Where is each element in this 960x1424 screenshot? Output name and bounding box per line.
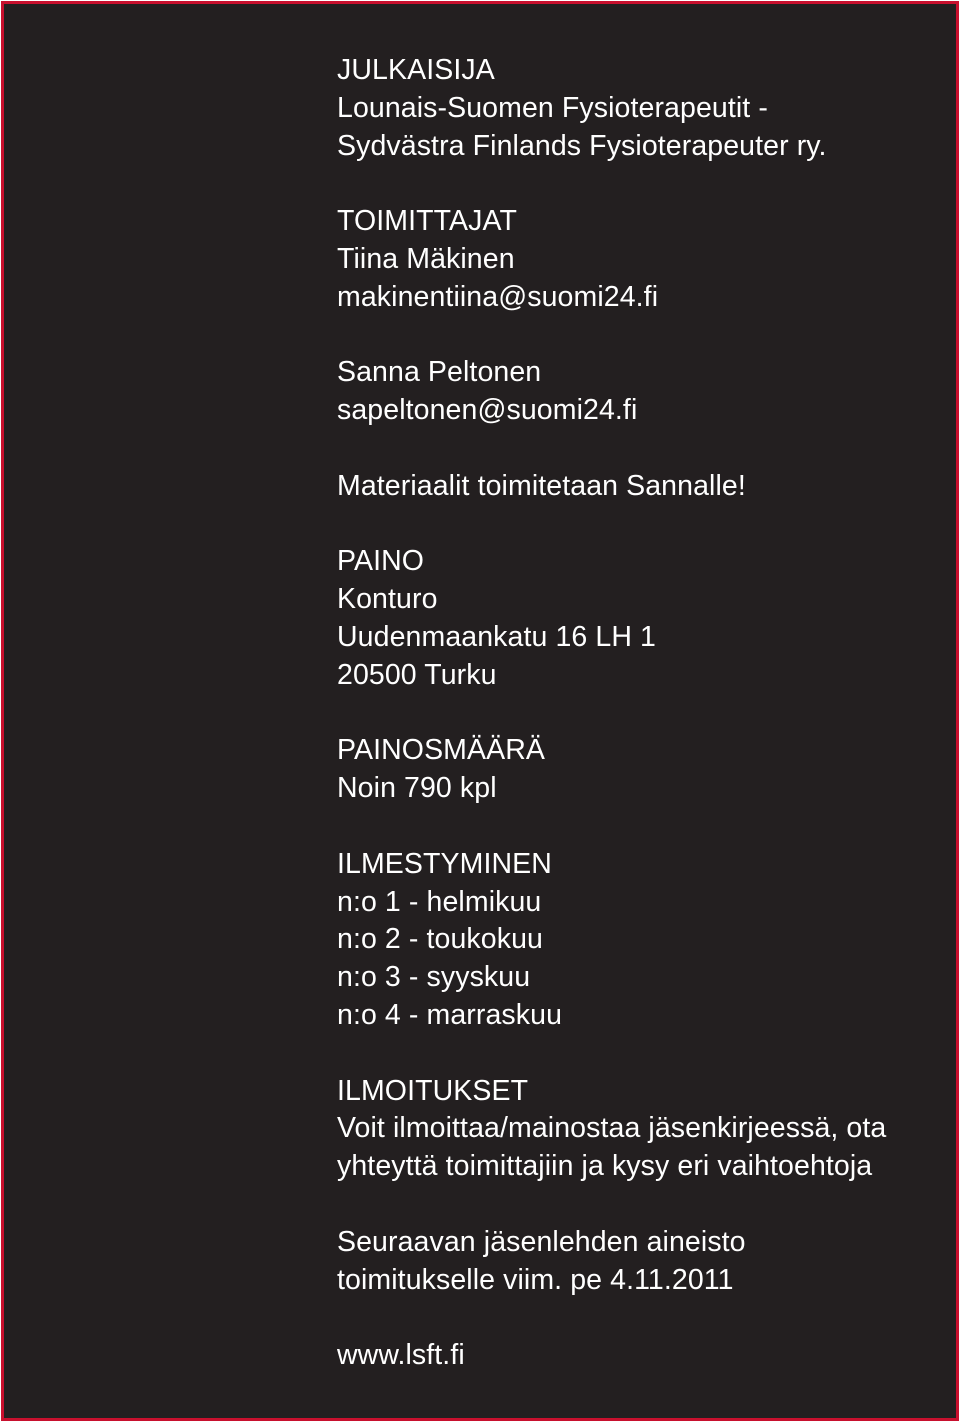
print-run-value: Noin 790 kpl — [337, 772, 497, 805]
editor2-name: Sanna Peltonen — [337, 356, 542, 389]
editors-heading: TOIMITTAJAT — [337, 205, 518, 238]
materials-note-section — [337, 468, 947, 506]
schedule-issue: n:o 2 - toukokuu — [337, 923, 543, 956]
advertising-section — [337, 1073, 947, 1186]
colophon-content — [337, 52, 947, 1413]
website-link[interactable]: www.lsft.fi — [337, 1339, 465, 1372]
editor2-section — [337, 354, 947, 430]
print-run-section — [337, 732, 947, 808]
editors-section — [337, 203, 947, 316]
schedule-issue: n:o 4 - marraskuu — [337, 998, 563, 1031]
schedule-issue: n:o 1 - helmikuu — [337, 885, 542, 918]
colophon-page — [1, 1, 959, 1421]
printer-city: 20500 Turku — [337, 658, 497, 691]
printer-street: Uudenmaankatu 16 LH 1 — [337, 620, 656, 653]
materials-note: Materiaalit toimitetaan Sannalle! — [337, 469, 746, 502]
editor1-email[interactable]: makinentiina@suomi24.fi — [337, 280, 659, 313]
editor1-name: Tiina Mäkinen — [337, 242, 515, 275]
deadline-line1: Seuraavan jäsenlehden aineisto — [337, 1225, 746, 1258]
deadline-section — [337, 1224, 947, 1300]
website-section — [337, 1337, 947, 1375]
print-run-heading: PAINOSMÄÄRÄ — [337, 734, 546, 767]
printer-heading: PAINO — [337, 545, 425, 578]
publisher-name-line2: Sydvästra Finlands Fysioterapeuter ry. — [337, 129, 827, 162]
advertising-heading: ILMOITUKSET — [337, 1074, 529, 1107]
advertising-text-line2: yhteyttä toimittajiin ja kysy eri vaihtoehtoja — [337, 1150, 873, 1183]
printer-section — [337, 543, 947, 694]
editor2-email[interactable]: sapeltonen@suomi24.fi — [337, 394, 638, 427]
schedule-heading: ILMESTYMINEN — [337, 847, 552, 880]
publisher-section — [337, 52, 947, 165]
publisher-name-line1: Lounais-Suomen Fysioterapeutit - — [337, 91, 768, 124]
publisher-heading: JULKAISIJA — [337, 54, 495, 86]
publication-schedule-section — [337, 846, 947, 1035]
printer-name: Konturo — [337, 583, 438, 616]
schedule-issue: n:o 3 - syyskuu — [337, 961, 531, 994]
deadline-line2: toimitukselle viim. pe 4.11.2011 — [337, 1263, 734, 1296]
advertising-text-line1: Voit ilmoittaa/mainostaa jäsenkirjeessä, ota — [337, 1112, 887, 1145]
